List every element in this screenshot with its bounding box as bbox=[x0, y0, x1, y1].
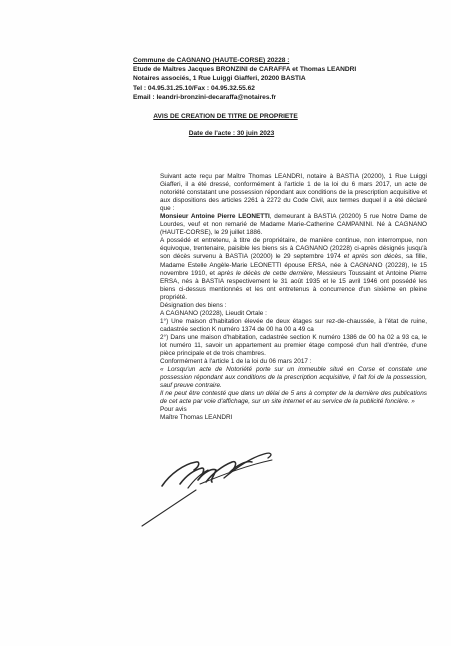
law-quote-1-text: « Lorsqu'un acte de Notoriété porte sur un immeuble situé en Corse et constate une possession répondant aux conditions de la prescription acquisitive, il fait foi de la possession, sauf preuve contraire. bbox=[160, 366, 427, 390]
avis-title: AVIS DE CREATION DE TITRE DE PROPRIETE bbox=[153, 113, 298, 120]
possession-text-e: , Messieurs Toussaint et Antoine Pierre ERSA, nés à BASTIA respectivement le 31 août 1935 et le 15 avril 1946 ont possédé les biens ci-dessus mentionnés et les ont entretenus à concurrence d'un sixième en pleine propriété. bbox=[160, 269, 427, 301]
law-quote-1 bbox=[160, 366, 427, 390]
law-quote-2 bbox=[160, 390, 427, 406]
declarant-details: , demeurant à BASTIA (20200) 5 rue Notre Dame de Lourdes, veuf et non remarié de Madame Marie-Catherine CAMPANINI. Né à CAGNANO (HAUTE-CORSE), le 29 juillet 1886. bbox=[160, 213, 428, 237]
etude-name: Etude de Maîtres Jacques BRONZINI de CARAFFA et Thomas LEANDRI bbox=[133, 66, 357, 74]
property-item-2: 2°) Dans une maison d'habitation, cadastrée section K numéro 1386 de 00 ha 02 a 93 ca, le lot numéro 11, savoir un appartement au premier étage composé d'un hall d'entrée, d'une pièce principale et de trois chambres. bbox=[160, 333, 427, 358]
possession-text-d: après le décès de cette dernière bbox=[217, 269, 313, 277]
pour-avis: Pour avis bbox=[160, 406, 187, 414]
signatory-name: Maître Thomas LEANDRI bbox=[160, 414, 233, 422]
phone-fax: Tel : 04.95.31.25.10/Fax : 04.95.32.55.62 bbox=[133, 84, 255, 92]
law-reference: Conformément à l'article 1 de la loi du 06 mars 2017 : bbox=[160, 358, 312, 366]
letterhead bbox=[133, 56, 433, 102]
handwritten-signature bbox=[140, 440, 290, 530]
declarant-name: Monsieur Antoine Pierre LEONETTI bbox=[160, 213, 270, 221]
lieudit-line: A CAGNANO (20228), Lieudit Ortale : bbox=[160, 309, 267, 317]
possession-paragraph bbox=[160, 237, 427, 301]
law-quote-2-text: Il ne peut être contesté que dans un délai de 5 ans à compter de la dernière des publications de cet acte par voie d'affichage, sur un site internet et au service de la publicité foncière. » bbox=[160, 390, 427, 406]
possession-text-b: et après son décès bbox=[343, 253, 402, 261]
act-date: Date de l'acte : 30 juin 2023 bbox=[188, 130, 275, 137]
property-item-1: 1°) Une maison d'habitation élevée de deux étages sur rez-de-chaussée, à l'état de ruine, cadastrée section K numéro 1374 de 00 ha 00 a 49 ca bbox=[160, 317, 427, 333]
document-body bbox=[160, 173, 427, 422]
designation-heading: Désignation des biens : bbox=[160, 301, 227, 309]
email-line: Email : leandri-bronzini-decaraffa@notaires.fr bbox=[133, 93, 277, 101]
notaires-address: Notaires associés, 1 Rue Luiggi Giafferi, 20200 BASTIA bbox=[133, 75, 306, 83]
intro-paragraph: Suivant acte reçu par Maître Thomas LEANDRI, notaire à BASTIA (20200), 1 Rue Luiggi Giafferi, il a été dressé, conformément à l'article 1 de la loi du 6 mars 2017, un acte de notoriété constatant une possession répondant aux conditions de la prescription acquisitive et aux dispositions des articles 2261 à 2272 du Code Civil, aux termes duquel il a été déclaré que : bbox=[160, 173, 427, 213]
declarant-paragraph bbox=[160, 213, 427, 237]
commune-heading: Commune de CAGNANO (HAUTE-CORSE) 20228 : bbox=[133, 57, 290, 64]
possession-text-c: , sa fille, Madame Estelle Angèle-Marie LEONETTI épouse ERSA, née à CAGNANO (20228), le 15 novembre 1910, et bbox=[160, 253, 427, 277]
possession-text-a: A possédé et entretenu, à titre de propriétaire, de manière continue, non interrompue, non équivoque, trentenaire, paisible les biens sis à CAGNANO (20228) ci-après désignés jusqu'à son décès survenu à BASTIA (20200) le 29 septembre 1974 bbox=[160, 237, 427, 261]
